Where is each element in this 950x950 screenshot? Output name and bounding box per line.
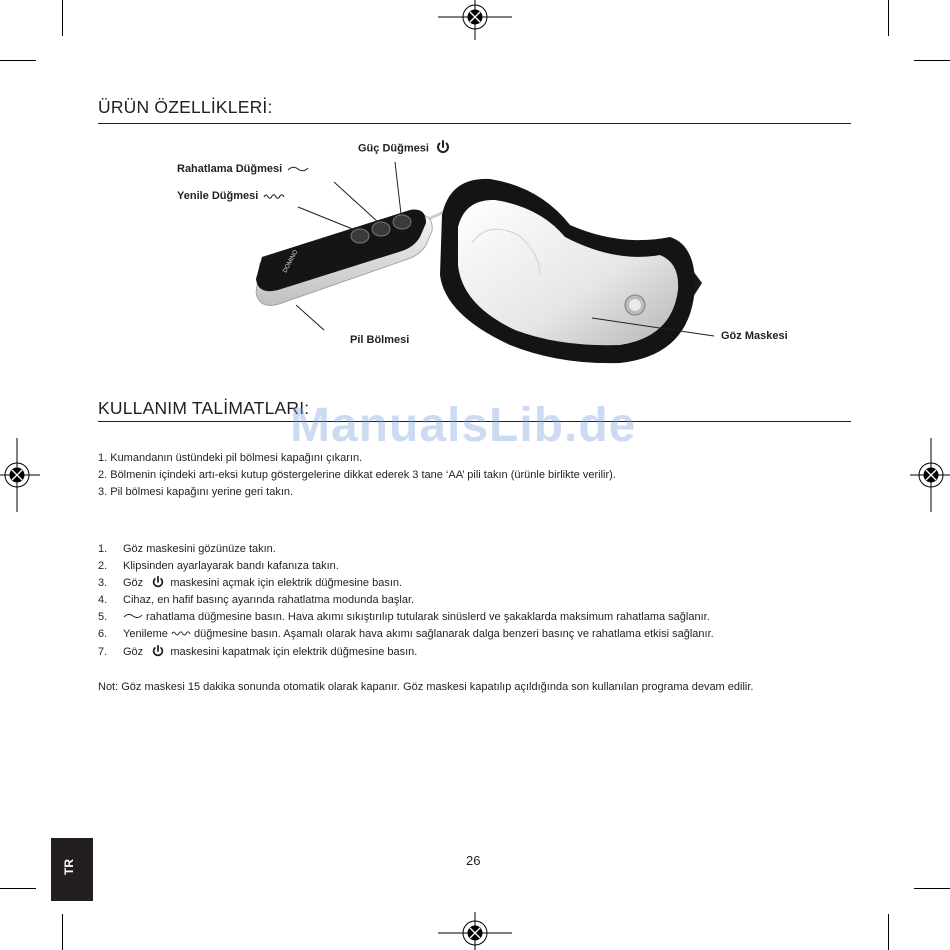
battery-step: 1. Kumandanın üstündeki pil bölmesi kapağını çıkarın.: [98, 452, 363, 464]
section-title-features: ÜRÜN ÖZELLİKLERİ:: [98, 97, 273, 117]
refresh-wave-icon: [171, 628, 191, 638]
remote-brand: DOMINO: [282, 249, 300, 274]
power-icon: [151, 644, 165, 658]
note: Not: Göz maskesi 15 dakika sonunda otomatik olarak kapanır. Göz maskesi kapatılıp açıldığında son kullanılan programa devam edilir.: [98, 681, 754, 693]
usage-step: 5. rahatlama düğmesine basın. Hava akımı sıkıştırılıp tutularak sinüslerd ve şakaklarda maksimum rahatlama sağlanır.: [98, 611, 710, 623]
label-eye-mask: Göz Maskesi: [721, 330, 788, 342]
page-number: 26: [466, 853, 481, 868]
label-refresh-button: Yenile Düğmesi: [177, 190, 285, 202]
label-power-button: Güç Düğmesi: [358, 142, 451, 155]
usage-step: 6. Yenileme düğmesine basın. Aşamalı olarak hava akımı sağlanarak dalga benzeri basınç ve rahatlama etkisi sağlanır.: [98, 628, 714, 640]
watermark: ManualsLib.de: [290, 399, 637, 452]
power-icon: [435, 139, 451, 155]
section-title-instructions: KULLANIM TALİMATLARI:: [98, 398, 310, 418]
usage-step: 4. Cihaz, en hafif basınç ayarında rahatlatma modunda başlar.: [98, 594, 415, 606]
relax-wave-icon: [287, 164, 309, 174]
usage-step: 1. Göz maskesini gözünüze takın.: [98, 543, 276, 555]
battery-step: 2. Bölmenin içindeki artı-eksi kutup göstergelerine dikkat ederek 3 tane ‘AA’ pili takın (ürünle birlikte verilir).: [98, 469, 616, 481]
usage-step: 7. Göz maskesini kapatmak için elektrik düğmesine basın.: [98, 646, 417, 658]
battery-step: 3. Pil bölmesi kapağını yerine geri takın.: [98, 486, 294, 498]
label-battery-compartment: Pil Bölmesi: [350, 334, 410, 346]
language-tab: [51, 838, 93, 901]
power-icon: [151, 575, 165, 589]
relax-wave-icon: [123, 611, 143, 621]
language-tab-label: TR: [62, 859, 76, 875]
refresh-wave-icon: [263, 191, 285, 201]
usage-step: 3. Göz maskesini açmak için elektrik düğmesine basın.: [98, 577, 402, 589]
label-relax-button: Rahatlama Düğmesi: [177, 163, 309, 175]
usage-step: 2. Klipsinden ayarlayarak bandı kafanıza takın.: [98, 560, 339, 572]
